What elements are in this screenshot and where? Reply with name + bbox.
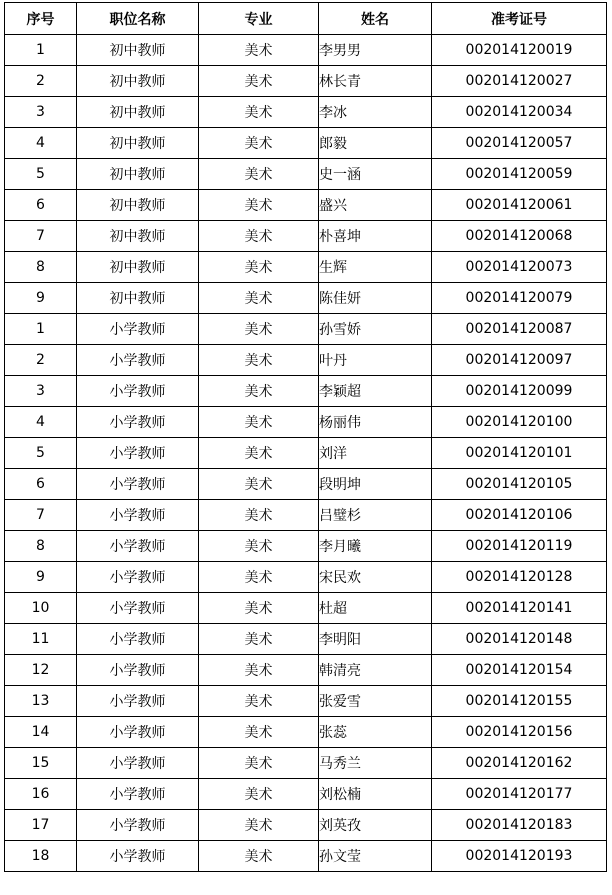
cell-major: 美术 — [199, 655, 319, 686]
cell-name: 刘英孜 — [319, 810, 432, 841]
table-row — [5, 128, 607, 159]
cell-exam-id: 002014120019 — [432, 35, 607, 66]
cell-position: 初中教师 — [77, 35, 199, 66]
table-row — [5, 407, 607, 438]
table-row — [5, 345, 607, 376]
cell-name: 李明阳 — [319, 624, 432, 655]
cell-exam-id: 002014120106 — [432, 500, 607, 531]
cell-major: 美术 — [199, 593, 319, 624]
cell-number: 5 — [5, 159, 77, 190]
cell-exam-id: 002014120154 — [432, 655, 607, 686]
cell-number: 3 — [5, 376, 77, 407]
cell-name: 张爱雪 — [319, 686, 432, 717]
cell-exam-id: 002014120119 — [432, 531, 607, 562]
cell-exam-id: 002014120162 — [432, 748, 607, 779]
table-row — [5, 97, 607, 128]
cell-name: 李男男 — [319, 35, 432, 66]
cell-position: 初中教师 — [77, 283, 199, 314]
cell-major: 美术 — [199, 190, 319, 221]
cell-position: 小学教师 — [77, 593, 199, 624]
cell-major: 美术 — [199, 686, 319, 717]
table-row — [5, 283, 607, 314]
cell-exam-id: 002014120105 — [432, 469, 607, 500]
cell-major: 美术 — [199, 35, 319, 66]
cell-name: 盛兴 — [319, 190, 432, 221]
cell-number: 2 — [5, 345, 77, 376]
cell-major: 美术 — [199, 779, 319, 810]
table-row — [5, 593, 607, 624]
cell-position: 小学教师 — [77, 810, 199, 841]
cell-exam-id: 002014120087 — [432, 314, 607, 345]
header-exam-id: 准考证号 — [432, 3, 607, 35]
cell-name: 陈佳妍 — [319, 283, 432, 314]
cell-number: 15 — [5, 748, 77, 779]
cell-major: 美术 — [199, 500, 319, 531]
cell-number: 8 — [5, 252, 77, 283]
cell-number: 6 — [5, 190, 77, 221]
cell-name: 孙文莹 — [319, 841, 432, 872]
cell-exam-id: 002014120079 — [432, 283, 607, 314]
cell-exam-id: 002014120101 — [432, 438, 607, 469]
cell-name: 史一涵 — [319, 159, 432, 190]
cell-number: 5 — [5, 438, 77, 469]
cell-name: 宋民欢 — [319, 562, 432, 593]
cell-position: 小学教师 — [77, 748, 199, 779]
table-row — [5, 438, 607, 469]
cell-name: 韩清亮 — [319, 655, 432, 686]
cell-number: 2 — [5, 66, 77, 97]
cell-exam-id: 002014120034 — [432, 97, 607, 128]
table-row — [5, 562, 607, 593]
table-row — [5, 500, 607, 531]
cell-position: 小学教师 — [77, 438, 199, 469]
cell-exam-id: 002014120148 — [432, 624, 607, 655]
cell-exam-id: 002014120068 — [432, 221, 607, 252]
cell-major: 美术 — [199, 252, 319, 283]
cell-position: 小学教师 — [77, 779, 199, 810]
cell-name: 生辉 — [319, 252, 432, 283]
cell-name: 杨丽伟 — [319, 407, 432, 438]
table-row — [5, 159, 607, 190]
cell-major: 美术 — [199, 438, 319, 469]
cell-number: 9 — [5, 562, 77, 593]
cell-position: 小学教师 — [77, 717, 199, 748]
cell-major: 美术 — [199, 748, 319, 779]
cell-number: 16 — [5, 779, 77, 810]
cell-name: 李冰 — [319, 97, 432, 128]
table-row — [5, 66, 607, 97]
cell-position: 初中教师 — [77, 66, 199, 97]
cell-major: 美术 — [199, 717, 319, 748]
cell-position: 小学教师 — [77, 531, 199, 562]
cell-exam-id: 002014120100 — [432, 407, 607, 438]
cell-number: 4 — [5, 128, 77, 159]
cell-number: 10 — [5, 593, 77, 624]
cell-exam-id: 002014120099 — [432, 376, 607, 407]
cell-number: 7 — [5, 500, 77, 531]
cell-major: 美术 — [199, 407, 319, 438]
cell-position: 小学教师 — [77, 376, 199, 407]
table-row — [5, 531, 607, 562]
table-header — [5, 3, 607, 35]
cell-major: 美术 — [199, 624, 319, 655]
cell-name: 吕璧杉 — [319, 500, 432, 531]
cell-number: 17 — [5, 810, 77, 841]
cell-number: 8 — [5, 531, 77, 562]
candidate-table — [4, 2, 607, 872]
table-row — [5, 314, 607, 345]
cell-number: 11 — [5, 624, 77, 655]
cell-position: 小学教师 — [77, 655, 199, 686]
cell-name: 段明坤 — [319, 469, 432, 500]
cell-major: 美术 — [199, 97, 319, 128]
header-major: 专业 — [199, 3, 319, 35]
cell-major: 美术 — [199, 531, 319, 562]
table-row — [5, 221, 607, 252]
cell-major: 美术 — [199, 159, 319, 190]
cell-exam-id: 002014120183 — [432, 810, 607, 841]
cell-position: 初中教师 — [77, 190, 199, 221]
cell-exam-id: 002014120141 — [432, 593, 607, 624]
cell-name: 朴喜坤 — [319, 221, 432, 252]
cell-exam-id: 002014120057 — [432, 128, 607, 159]
cell-number: 3 — [5, 97, 77, 128]
header-number: 序号 — [5, 3, 77, 35]
cell-number: 14 — [5, 717, 77, 748]
cell-exam-id: 002014120073 — [432, 252, 607, 283]
cell-position: 小学教师 — [77, 624, 199, 655]
cell-exam-id: 002014120061 — [432, 190, 607, 221]
cell-position: 小学教师 — [77, 562, 199, 593]
cell-major: 美术 — [199, 810, 319, 841]
cell-number: 18 — [5, 841, 77, 872]
cell-number: 1 — [5, 35, 77, 66]
cell-name: 叶丹 — [319, 345, 432, 376]
table-row — [5, 686, 607, 717]
cell-position: 初中教师 — [77, 97, 199, 128]
cell-name: 马秀兰 — [319, 748, 432, 779]
cell-name: 刘洋 — [319, 438, 432, 469]
cell-name: 李月曦 — [319, 531, 432, 562]
cell-exam-id: 002014120027 — [432, 66, 607, 97]
cell-name: 孙雪娇 — [319, 314, 432, 345]
cell-position: 小学教师 — [77, 345, 199, 376]
cell-number: 4 — [5, 407, 77, 438]
cell-position: 小学教师 — [77, 686, 199, 717]
cell-number: 1 — [5, 314, 77, 345]
cell-major: 美术 — [199, 221, 319, 252]
cell-number: 7 — [5, 221, 77, 252]
cell-exam-id: 002014120156 — [432, 717, 607, 748]
cell-name: 刘松楠 — [319, 779, 432, 810]
header-position: 职位名称 — [77, 3, 199, 35]
cell-position: 初中教师 — [77, 252, 199, 283]
table-row — [5, 655, 607, 686]
cell-position: 初中教师 — [77, 159, 199, 190]
table-row — [5, 376, 607, 407]
cell-name: 李颖超 — [319, 376, 432, 407]
cell-major: 美术 — [199, 376, 319, 407]
table-body — [5, 35, 607, 872]
cell-exam-id: 002014120097 — [432, 345, 607, 376]
cell-position: 小学教师 — [77, 314, 199, 345]
cell-number: 12 — [5, 655, 77, 686]
cell-position: 初中教师 — [77, 221, 199, 252]
cell-number: 9 — [5, 283, 77, 314]
table-row — [5, 717, 607, 748]
table-row — [5, 35, 607, 66]
cell-position: 初中教师 — [77, 128, 199, 159]
cell-name: 张蕊 — [319, 717, 432, 748]
table-row — [5, 190, 607, 221]
cell-name: 郎毅 — [319, 128, 432, 159]
cell-exam-id: 002014120193 — [432, 841, 607, 872]
cell-major: 美术 — [199, 314, 319, 345]
cell-position: 小学教师 — [77, 841, 199, 872]
cell-major: 美术 — [199, 66, 319, 97]
table-row — [5, 748, 607, 779]
table-row — [5, 841, 607, 872]
cell-name: 林长青 — [319, 66, 432, 97]
table-row — [5, 624, 607, 655]
table-row — [5, 810, 607, 841]
cell-name: 杜超 — [319, 593, 432, 624]
table-row — [5, 252, 607, 283]
table-row — [5, 779, 607, 810]
header-row — [5, 3, 607, 35]
cell-number: 6 — [5, 469, 77, 500]
header-name: 姓名 — [319, 3, 432, 35]
table-row — [5, 469, 607, 500]
cell-exam-id: 002014120177 — [432, 779, 607, 810]
cell-major: 美术 — [199, 562, 319, 593]
cell-exam-id: 002014120155 — [432, 686, 607, 717]
cell-position: 小学教师 — [77, 500, 199, 531]
cell-major: 美术 — [199, 128, 319, 159]
cell-number: 13 — [5, 686, 77, 717]
cell-exam-id: 002014120059 — [432, 159, 607, 190]
cell-position: 小学教师 — [77, 469, 199, 500]
cell-major: 美术 — [199, 345, 319, 376]
cell-position: 小学教师 — [77, 407, 199, 438]
cell-major: 美术 — [199, 469, 319, 500]
cell-major: 美术 — [199, 283, 319, 314]
cell-exam-id: 002014120128 — [432, 562, 607, 593]
cell-major: 美术 — [199, 841, 319, 872]
